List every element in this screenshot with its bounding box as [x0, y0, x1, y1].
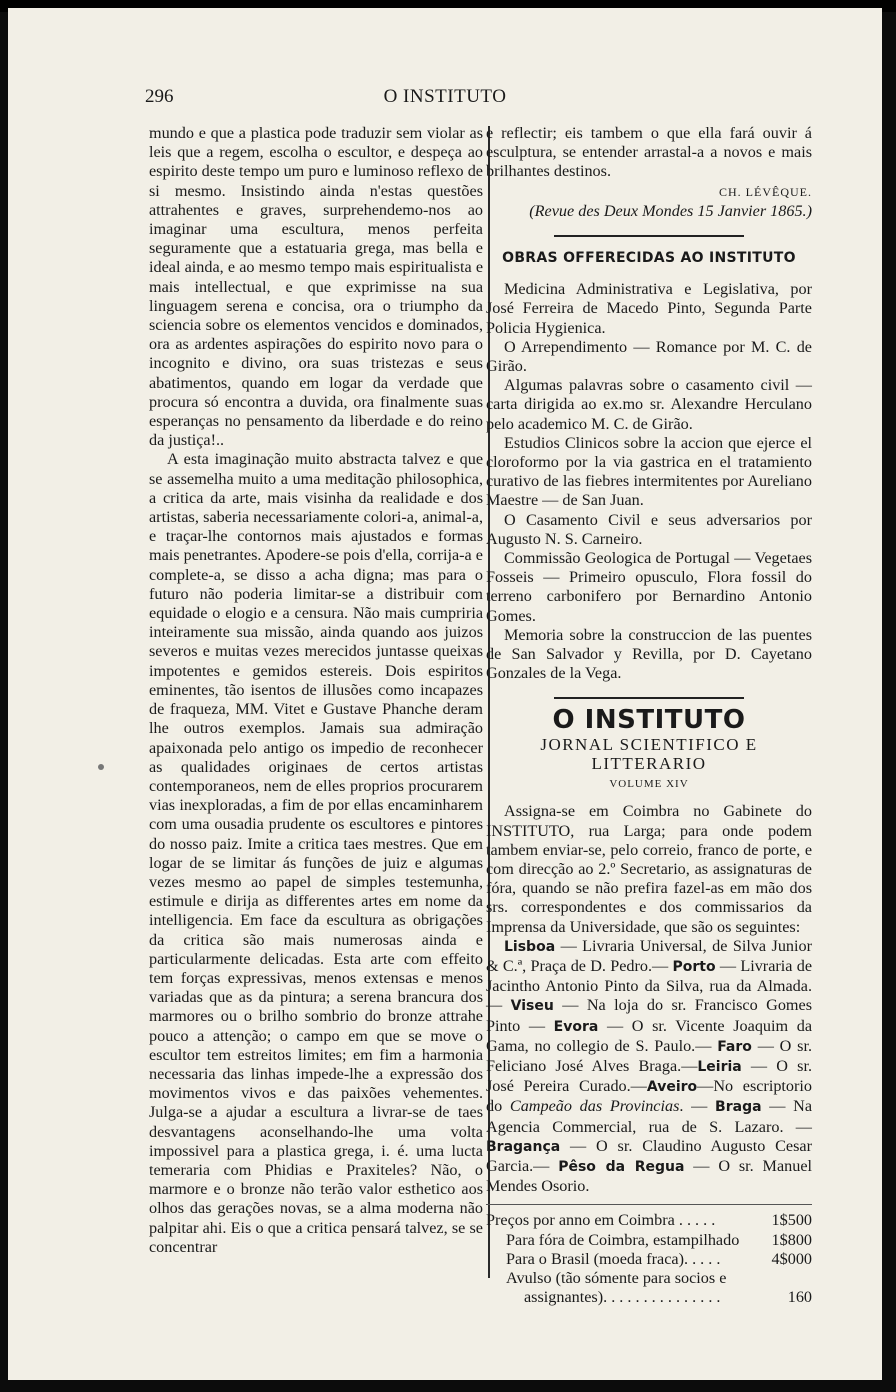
price-value: 4$000 [771, 1249, 812, 1268]
agent-city: Aveiro [646, 1079, 698, 1096]
offered-work: Algumas palavras sobre o casamento civil — carta dirigida ao ex.mo sr. Alexandre Herculano pelo academico M. C. de Girão. [486, 376, 812, 433]
article-paragraph: mundo e que a plastica pode traduzir sem violar as leis que a regem, escolha o escultor, e despeça ao espirito deste tempo um puro e luminoso reflexo de si mesmo. Insistindo ainda n'estas questões attrahentes e graves, surprehendemo-nos ao imaginar uma escultura, menos perfeita seguramente que a estatuaria grega, mas bella e ideal ainda, e ao mesmo tempo mais espiritualista e mais intellectual, e que exprimisse na sua linguagem serena e concisa, ora o triumpho da sciencia sobre os elementos vencidos e dominados, ora as ardentes aspirações do espirito novo para o incognito e divino, ora suas tristezas e seus abatimentos, quando em logar da verdade que procura só encontra a duvida, ora finalmente suas esperanças no pensamento da liberdade e do reino da justiça!.. [149, 124, 483, 450]
price-row [486, 1211, 812, 1230]
section-rule [554, 697, 744, 699]
agent-detail: — O sr. Feliciano José Alves Braga.— [486, 1036, 812, 1075]
agent-city: Viseu [510, 998, 554, 1015]
price-label: Avulso (tão sómente para socios e [506, 1268, 727, 1287]
agent-detail: — O sr. Claudino Augusto Cesar Garcia.— [486, 1136, 812, 1175]
journal-subtitle: JORNAL SCIENTIFICO E LITTERARIO [540, 734, 758, 773]
agent-detail: — O sr. Vicente Joaquim da Gama, no collegio de S. Paulo.— [486, 1016, 813, 1055]
agent-detail: . — [679, 1097, 716, 1116]
agent-detail: —No escriptorio do [486, 1077, 812, 1116]
journal-page [8, 8, 882, 1380]
offered-works-heading: OBRAS OFFERECIDAS AO INSTITUTO [502, 250, 796, 267]
price-label: Preços por anno em Coimbra . . . . . [486, 1211, 716, 1230]
agent-city: Bragança [486, 1138, 561, 1155]
page-header [8, 80, 882, 110]
price-value: 1$500 [771, 1211, 812, 1230]
agent-city: Evora [553, 1018, 599, 1035]
journal-title: O INSTITUTO [552, 705, 746, 736]
agent-detail: — Livraria de Jacintho Antonio Pinto da Silva, rua da Almada. — [486, 956, 812, 1015]
newspaper-title: Campeão das Provincias [509, 1097, 680, 1116]
subscription-text: Assigna-se em Coimbra no Gabinete do INSTITUTO, rua Larga; para onde podem tambem enviar-se, pelo correio, franco de porte, e com direcção ao 2.º Secretario, as assignaturas de fóra, quando se não prefira fazel-as em mão dos srs. correspondentes e dos commissarios da Imprensa da Universidade, que são os seguintes: [486, 802, 812, 936]
agent-detail: — O sr. Manuel Mendes Osorio. [486, 1156, 812, 1196]
price-label: assignantes). . . . . . . . . . . . . . . [524, 1288, 721, 1307]
author-signature: CH. LÉVÊQUE. [719, 184, 812, 199]
agent-detail: — Na Agencia Commercial, rua de S. Lazaro. — [486, 1097, 813, 1136]
price-row [486, 1269, 812, 1288]
price-row [486, 1231, 812, 1250]
price-row [486, 1250, 812, 1269]
offered-work: O Arrependimento — Romance por M. C. de Girão. [486, 337, 812, 376]
article-paragraph: A esta imaginação muito abstracta talvez e que se assemelha muito a uma meditação philosophica, a critica da arte, mais visinha da realidade e dos artistas, saberia necessariamente colori-a, animal-a, e traçar-lhe contornos mais ajustados e formas mais penetrantes. Apodere-se pois d'ella, corrija-a e complete-a, se disso a acha digna; mas para o futuro não poderia limitar-se a distribuir com equidade o elogio e a censura. Não mais cumpriria inteiramente sua missão, ainda quando aos juizos severos e muitas vezes merecidos juntasse queixas impotentes e gemidos estereis. Dois espiritos eminentes, tão isentos de illusões como incapazes de fraqueza, MM. Vitet e Gustave Phanche deram lhe outros exemplos. Jamais sua admiração apaixonada pelo antigo os impedio de reconhecer as qualidades originaes de certos artistas contemporaneos, nem de elles proprios procurarem vias inexploradas, a fim de por ellas encaminharem com uma ousadia prudente os escultores e pintores do nosso paiz. Imite a critica taes mestres. Que em logar de se limitar ás funções de juiz e algumas vezes mesmo ao papel de simples testemunha, estimule e dirija as differentes artes em nome da intelligencia. Em face da escultura as obrigações da critica são mais numerosas ainda e particularmente delicadas. Esta arte com effeito tem forças expressivas, menos extensas e menos variadas que as da pintura; a serena brancura dos marmores ou o brilho sombrio do bronze attrahe pouco a attenção; o campo em que se move o escultor tem estreitos limites; em fim a harmonia necessaria das linhas impede-lhe a expressão dos movimentos vivos e das paixões vehementes. Julga-se a ajudar a escultura a livrar-se de taes desvantagens aconselhando-lhe uma volta impossivel para a plastica grega, i. é. uma lucta temeraria com Phidias e Praxiteles? Não, o marmore e o bronze não terão valor esthetico aos olhos das gerações novas, se a alma moderna não palpitar ahi. Eis o que a critica pensará talvez, se se concentrar [149, 450, 483, 1256]
article-signature [486, 182, 812, 202]
offered-work: Memoria sobre la construccion de las puentes de San Salvador y Revilla, por D. Cayetano Gonzales de la Vega. [486, 625, 812, 683]
section-rule [554, 235, 744, 237]
agent-city: Faro [717, 1038, 752, 1055]
price-rule [486, 1196, 812, 1205]
price-value: 160 [787, 1288, 812, 1307]
price-label: Para fóra de Coimbra, estampilhado [506, 1230, 740, 1249]
price-label: Para o Brasil (moeda fraca). . . . . [506, 1249, 721, 1268]
agent-city: Leiria [697, 1058, 742, 1075]
page-number: 296 [145, 86, 174, 107]
journal-volume: VOLUME XIV [609, 778, 689, 791]
agent-detail: — Na loja do sr. Francisco Gomes Pinto — [486, 996, 812, 1035]
agent-city: Braga [715, 1099, 762, 1116]
left-column [149, 124, 483, 1257]
agent-city: Lisboa [504, 938, 556, 955]
article-continuation: e reflectir; eis tambem o que ella fará ouvir á esculptura, se entender arrastal-a a novos e mais brilhantes destinos. [486, 124, 812, 181]
agent-detail: — Livraria Universal, de Silva Junior & C.ª, Praça de D. Pedro.— [486, 936, 812, 975]
agent-city: Pêso da Regua [558, 1158, 685, 1175]
agent-detail: — O sr. José Pereira Curado.— [486, 1056, 812, 1096]
right-column [486, 124, 812, 1307]
article-source: (Revue des Deux Mondes 15 Janvier 1865.) [529, 201, 812, 220]
price-row [486, 1288, 812, 1307]
offered-work: O Casamento Civil e seus adversarios por Augusto N. S. Carneiro. [486, 510, 812, 548]
offered-work: Estudios Clinicos sobre la accion que ejerce el cloroformo por la via gastrica en el tratamiento curativo de las fiebres intermitentes por Aureliano Maestre — de San Juan. [486, 433, 812, 510]
agents-list [486, 937, 812, 1197]
ink-speck [98, 764, 104, 770]
running-title: O INSTITUTO [383, 86, 507, 107]
price-value: 1$800 [771, 1230, 812, 1249]
agent-city: Porto [672, 958, 716, 975]
offered-work: Medicina Administrativa e Legislativa, por José Ferreira de Macedo Pinto, Segunda Parte Policia Hygienica. [486, 280, 812, 337]
offered-work: Commissão Geologica de Portugal — Vegetaes Fosseis — Primeiro opusculo, Flora fossil do terreno carbonifero por Bernardino Antonio Gomes. [486, 549, 812, 625]
